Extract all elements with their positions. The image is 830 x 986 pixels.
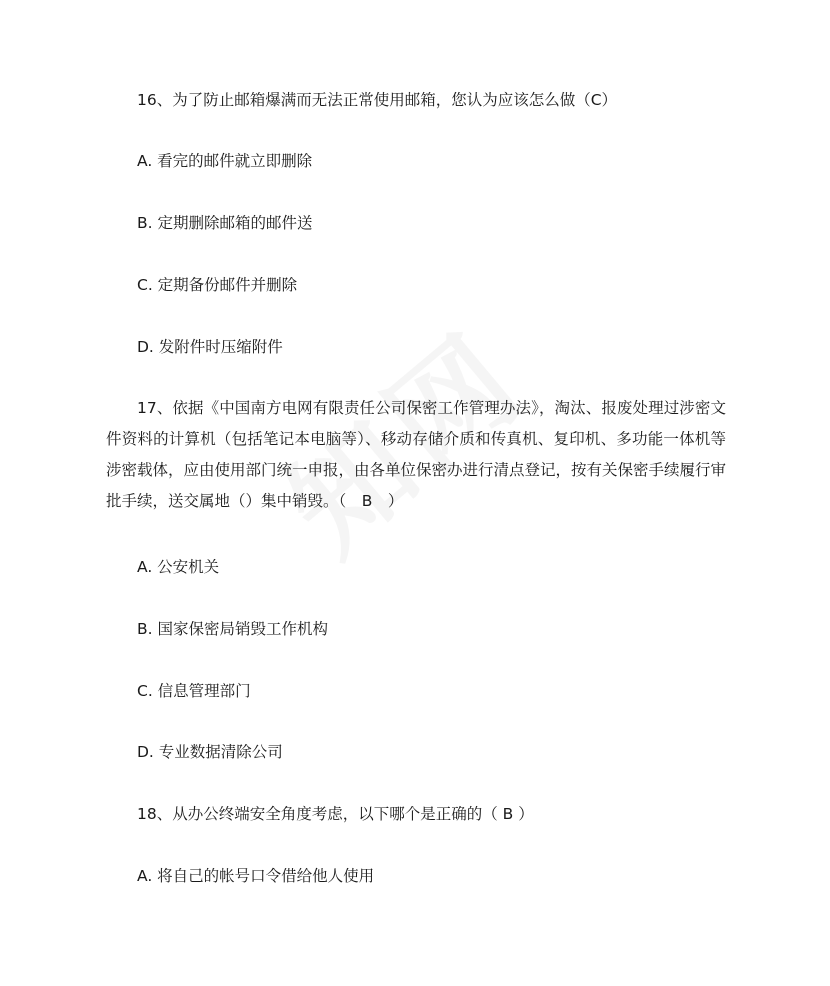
question-17-option-a: A. 公安机关 [137,558,220,576]
question-18: 18、从办公终端安全角度考虑，以下哪个是正确的（ B ） [137,805,534,823]
question-16-option-d: D. 发附件时压缩附件 [137,338,283,356]
question-18-option-a: A. 将自己的帐号口令借给他人使用 [137,867,375,885]
question-16-option-a: A. 看完的邮件就立即删除 [137,152,313,170]
question-16-option-c: C. 定期备份邮件并删除 [137,276,298,294]
question-16-option-b: B. 定期删除邮箱的邮件送 [137,214,313,232]
question-17-option-d: D. 专业数据清除公司 [137,743,283,761]
question-17-option-c: C. 信息管理部门 [137,682,251,700]
question-17: 17、依据《中国南方电网有限责任公司保密工作管理办法》，淘汰、报废处理过涉密文件资料的计算机（包括笔记本电脑等）、移动存储介质和传真机、复印机、多功能一体机等涉密载体，应由使用部门统一申报，由各单位保密办进行清点登记，按有关保密手续履行审批手续，送交属地（）集中销毁。（ B ） [106,399,727,510]
question-16: 16、为了防止邮箱爆满而无法正常使用邮箱，您认为应该怎么做（C） [137,91,618,109]
question-17-option-b: B. 国家保密局销毁工作机构 [137,620,328,638]
